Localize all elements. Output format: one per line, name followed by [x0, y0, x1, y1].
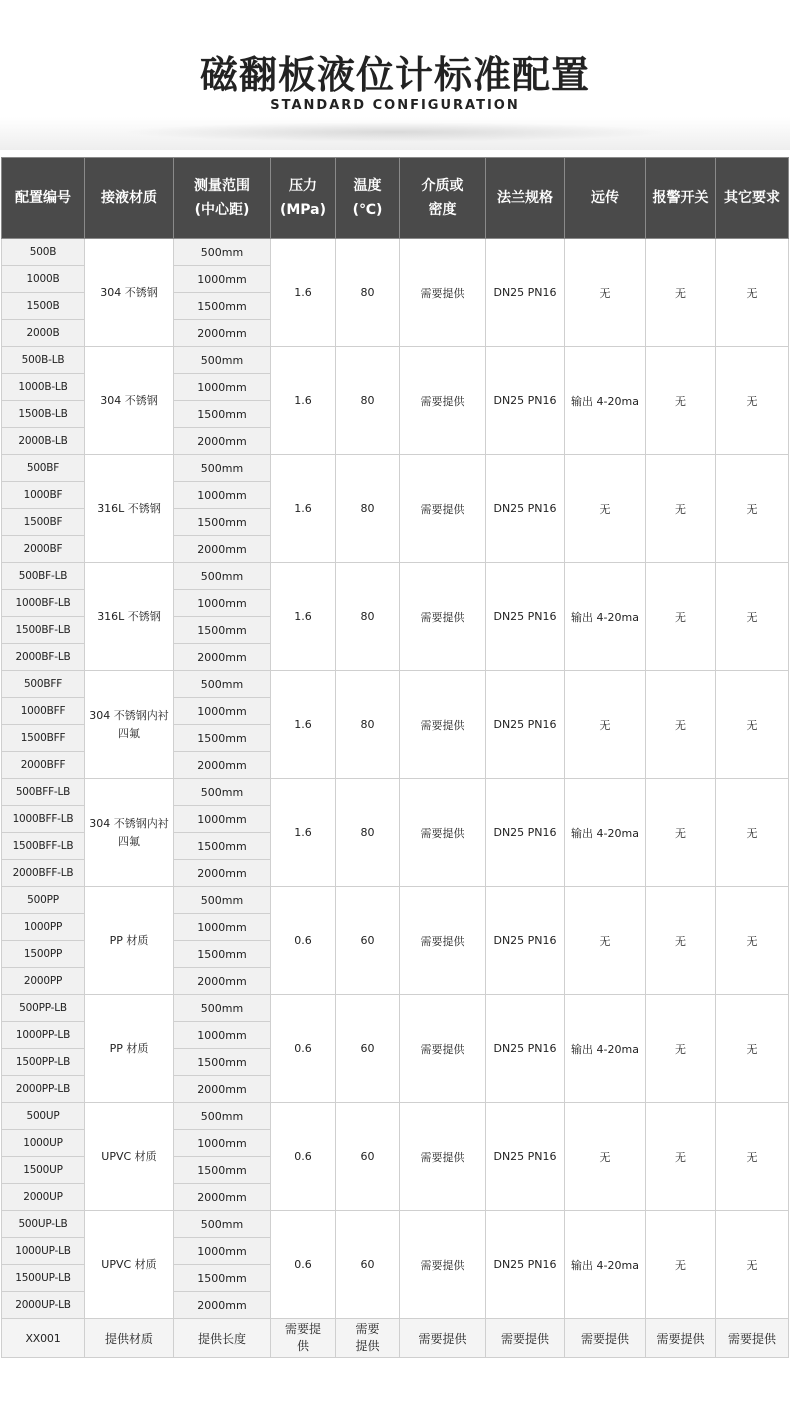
medium-cell: 需要提供 — [400, 779, 486, 887]
column-header: 报警开关 — [646, 158, 716, 239]
model-number-cell: 2000UP-LB — [2, 1292, 85, 1319]
model-number-cell: 1500BF — [2, 509, 85, 536]
range-cell: 500mm — [174, 239, 271, 266]
temperature-cell: 60 — [336, 887, 400, 995]
range-cell: 2000mm — [174, 320, 271, 347]
range-cell: 1500mm — [174, 617, 271, 644]
table-row — [2, 887, 789, 914]
column-header: 配置编号 — [2, 158, 85, 239]
range-cell: 1000mm — [174, 1022, 271, 1049]
range-cell: 1000mm — [174, 914, 271, 941]
other-requirements-cell: 无 — [716, 239, 789, 347]
footer-remote-cell: 需要提供 — [565, 1319, 646, 1358]
model-number-cell: 500BFF — [2, 671, 85, 698]
table-footer-row — [2, 1319, 789, 1358]
range-cell: 500mm — [174, 347, 271, 374]
alarm-switch-cell: 无 — [646, 995, 716, 1103]
pressure-cell: 0.6 — [271, 1211, 336, 1319]
model-number-cell: 500BF — [2, 455, 85, 482]
range-cell: 1000mm — [174, 698, 271, 725]
model-number-cell: 1000BF-LB — [2, 590, 85, 617]
material-cell: 304 不锈钢内衬四氟 — [85, 779, 174, 887]
column-header: 测量范围 (中心距) — [174, 158, 271, 239]
flange-cell: DN25 PN16 — [486, 347, 565, 455]
remote-output-cell: 无 — [565, 239, 646, 347]
model-number-cell: 1500PP — [2, 941, 85, 968]
model-number-cell: 2000BF — [2, 536, 85, 563]
material-cell: 304 不锈钢 — [85, 347, 174, 455]
pressure-cell: 1.6 — [271, 563, 336, 671]
remote-output-cell: 输出 4-20ma — [565, 995, 646, 1103]
flange-cell: DN25 PN16 — [486, 455, 565, 563]
configuration-table — [1, 157, 789, 1358]
material-cell: PP 材质 — [85, 887, 174, 995]
other-requirements-cell: 无 — [716, 563, 789, 671]
model-number-cell: 1500UP-LB — [2, 1265, 85, 1292]
medium-cell: 需要提供 — [400, 563, 486, 671]
range-cell: 1500mm — [174, 509, 271, 536]
range-cell: 2000mm — [174, 968, 271, 995]
footer-range-cell: 提供长度 — [174, 1319, 271, 1358]
model-number-cell: 2000B — [2, 320, 85, 347]
alarm-switch-cell: 无 — [646, 239, 716, 347]
range-cell: 500mm — [174, 671, 271, 698]
model-number-cell: 1500BFF-LB — [2, 833, 85, 860]
model-number-cell: 1500BF-LB — [2, 617, 85, 644]
model-number-cell: 1000PP — [2, 914, 85, 941]
temperature-cell: 80 — [336, 779, 400, 887]
model-number-cell: 1000BF — [2, 482, 85, 509]
other-requirements-cell: 无 — [716, 887, 789, 995]
column-header: 压力 (MPa) — [271, 158, 336, 239]
footer-other-cell: 需要提供 — [716, 1319, 789, 1358]
model-number-cell: 1000UP-LB — [2, 1238, 85, 1265]
remote-output-cell: 输出 4-20ma — [565, 563, 646, 671]
model-number-cell: 1000B — [2, 266, 85, 293]
flange-cell: DN25 PN16 — [486, 995, 565, 1103]
alarm-switch-cell: 无 — [646, 1103, 716, 1211]
range-cell: 1500mm — [174, 833, 271, 860]
model-number-cell: 500BF-LB — [2, 563, 85, 590]
model-number-cell: 2000UP — [2, 1184, 85, 1211]
range-cell: 500mm — [174, 779, 271, 806]
table-row — [2, 239, 789, 266]
table-row — [2, 995, 789, 1022]
page-title: 磁翻板液位计标准配置 — [199, 53, 590, 97]
model-number-cell: 1500PP-LB — [2, 1049, 85, 1076]
alarm-switch-cell: 无 — [646, 563, 716, 671]
model-number-cell: 500B — [2, 239, 85, 266]
temperature-cell: 80 — [336, 347, 400, 455]
alarm-switch-cell: 无 — [646, 887, 716, 995]
material-cell: UPVC 材质 — [85, 1211, 174, 1319]
model-number-cell: 1000UP — [2, 1130, 85, 1157]
material-cell: 316L 不锈钢 — [85, 455, 174, 563]
model-number-cell: 1500UP — [2, 1157, 85, 1184]
alarm-switch-cell: 无 — [646, 455, 716, 563]
pressure-cell: 0.6 — [271, 1103, 336, 1211]
range-cell: 1000mm — [174, 482, 271, 509]
table-header-row — [2, 158, 789, 239]
material-cell: 304 不锈钢 — [85, 239, 174, 347]
range-cell: 2000mm — [174, 1076, 271, 1103]
range-cell: 1500mm — [174, 1049, 271, 1076]
flange-cell: DN25 PN16 — [486, 563, 565, 671]
medium-cell: 需要提供 — [400, 239, 486, 347]
model-number-cell: 2000PP — [2, 968, 85, 995]
column-header: 介质或 密度 — [400, 158, 486, 239]
flange-cell: DN25 PN16 — [486, 779, 565, 887]
range-cell: 1500mm — [174, 941, 271, 968]
range-cell: 500mm — [174, 887, 271, 914]
footer-material-cell: 提供材质 — [85, 1319, 174, 1358]
range-cell: 1500mm — [174, 1265, 271, 1292]
footer-flange-cell: 需要提供 — [486, 1319, 565, 1358]
medium-cell: 需要提供 — [400, 995, 486, 1103]
other-requirements-cell: 无 — [716, 1103, 789, 1211]
range-cell: 1000mm — [174, 806, 271, 833]
other-requirements-cell: 无 — [716, 455, 789, 563]
other-requirements-cell: 无 — [716, 1211, 789, 1319]
range-cell: 2000mm — [174, 644, 271, 671]
other-requirements-cell: 无 — [716, 995, 789, 1103]
flange-cell: DN25 PN16 — [486, 887, 565, 995]
alarm-switch-cell: 无 — [646, 779, 716, 887]
model-number-cell: 2000PP-LB — [2, 1076, 85, 1103]
range-cell: 1000mm — [174, 1238, 271, 1265]
footer-temperature-cell: 需要提供 — [336, 1319, 400, 1358]
pressure-cell: 0.6 — [271, 887, 336, 995]
pressure-cell: 0.6 — [271, 995, 336, 1103]
column-header: 温度 (℃) — [336, 158, 400, 239]
flange-cell: DN25 PN16 — [486, 239, 565, 347]
alarm-switch-cell: 无 — [646, 1211, 716, 1319]
pressure-cell: 1.6 — [271, 455, 336, 563]
range-cell: 2000mm — [174, 536, 271, 563]
pressure-cell: 1.6 — [271, 779, 336, 887]
footer-medium-cell: 需要提供 — [400, 1319, 486, 1358]
temperature-cell: 80 — [336, 455, 400, 563]
medium-cell: 需要提供 — [400, 455, 486, 563]
pressure-cell: 1.6 — [271, 671, 336, 779]
table-row — [2, 347, 789, 374]
range-cell: 1500mm — [174, 293, 271, 320]
range-cell: 1000mm — [174, 266, 271, 293]
pressure-cell: 1.6 — [271, 347, 336, 455]
table-row — [2, 1103, 789, 1130]
footer-pressure-cell: 需要提供 — [271, 1319, 336, 1358]
medium-cell: 需要提供 — [400, 347, 486, 455]
alarm-switch-cell: 无 — [646, 347, 716, 455]
model-number-cell: 2000BF-LB — [2, 644, 85, 671]
range-cell: 2000mm — [174, 752, 271, 779]
remote-output-cell: 输出 4-20ma — [565, 347, 646, 455]
remote-output-cell: 输出 4-20ma — [565, 779, 646, 887]
remote-output-cell: 无 — [565, 887, 646, 995]
medium-cell: 需要提供 — [400, 1103, 486, 1211]
temperature-cell: 80 — [336, 563, 400, 671]
model-number-cell: 1500B-LB — [2, 401, 85, 428]
material-cell: UPVC 材质 — [85, 1103, 174, 1211]
model-number-cell: 1000BFF — [2, 698, 85, 725]
range-cell: 2000mm — [174, 860, 271, 887]
table-row — [2, 455, 789, 482]
medium-cell: 需要提供 — [400, 1211, 486, 1319]
remote-output-cell: 无 — [565, 671, 646, 779]
model-number-cell: 2000BFF — [2, 752, 85, 779]
model-number-cell: 2000BFF-LB — [2, 860, 85, 887]
model-number-cell: 500PP-LB — [2, 995, 85, 1022]
page-subtitle: STANDARD CONFIGURATION — [270, 98, 520, 113]
other-requirements-cell: 无 — [716, 779, 789, 887]
medium-cell: 需要提供 — [400, 887, 486, 995]
range-cell: 500mm — [174, 455, 271, 482]
model-number-cell: 1500BFF — [2, 725, 85, 752]
range-cell: 1500mm — [174, 401, 271, 428]
title-area — [0, 0, 790, 150]
table-row — [2, 779, 789, 806]
column-header: 其它要求 — [716, 158, 789, 239]
table-row — [2, 563, 789, 590]
flange-cell: DN25 PN16 — [486, 1103, 565, 1211]
pressure-cell: 1.6 — [271, 239, 336, 347]
model-number-cell: 500BFF-LB — [2, 779, 85, 806]
temperature-cell: 60 — [336, 1103, 400, 1211]
temperature-cell: 60 — [336, 1211, 400, 1319]
material-cell: PP 材质 — [85, 995, 174, 1103]
material-cell: 304 不锈钢内衬四氟 — [85, 671, 174, 779]
footer-model-cell: XX001 — [2, 1319, 85, 1358]
table-body — [2, 239, 789, 1358]
range-cell: 500mm — [174, 1103, 271, 1130]
model-number-cell: 500UP — [2, 1103, 85, 1130]
remote-output-cell: 输出 4-20ma — [565, 1211, 646, 1319]
temperature-cell: 80 — [336, 671, 400, 779]
model-number-cell: 500UP-LB — [2, 1211, 85, 1238]
temperature-cell: 80 — [336, 239, 400, 347]
range-cell: 500mm — [174, 563, 271, 590]
range-cell: 1000mm — [174, 1130, 271, 1157]
remote-output-cell: 无 — [565, 1103, 646, 1211]
model-number-cell: 1000PP-LB — [2, 1022, 85, 1049]
model-number-cell: 1000B-LB — [2, 374, 85, 401]
table-row — [2, 1211, 789, 1238]
range-cell: 1500mm — [174, 725, 271, 752]
other-requirements-cell: 无 — [716, 347, 789, 455]
model-number-cell: 1000BFF-LB — [2, 806, 85, 833]
range-cell: 2000mm — [174, 1292, 271, 1319]
model-number-cell: 1500B — [2, 293, 85, 320]
temperature-cell: 60 — [336, 995, 400, 1103]
flange-cell: DN25 PN16 — [486, 1211, 565, 1319]
model-number-cell: 2000B-LB — [2, 428, 85, 455]
title-shadow-decoration — [120, 122, 670, 142]
column-header: 远传 — [565, 158, 646, 239]
material-cell: 316L 不锈钢 — [85, 563, 174, 671]
column-header: 法兰规格 — [486, 158, 565, 239]
alarm-switch-cell: 无 — [646, 671, 716, 779]
range-cell: 2000mm — [174, 428, 271, 455]
table-row — [2, 671, 789, 698]
range-cell: 2000mm — [174, 1184, 271, 1211]
column-header: 接液材质 — [85, 158, 174, 239]
range-cell: 500mm — [174, 995, 271, 1022]
footer-alarm-cell: 需要提供 — [646, 1319, 716, 1358]
flange-cell: DN25 PN16 — [486, 671, 565, 779]
range-cell: 1000mm — [174, 374, 271, 401]
range-cell: 500mm — [174, 1211, 271, 1238]
range-cell: 1000mm — [174, 590, 271, 617]
range-cell: 1500mm — [174, 1157, 271, 1184]
remote-output-cell: 无 — [565, 455, 646, 563]
medium-cell: 需要提供 — [400, 671, 486, 779]
other-requirements-cell: 无 — [716, 671, 789, 779]
model-number-cell: 500PP — [2, 887, 85, 914]
model-number-cell: 500B-LB — [2, 347, 85, 374]
